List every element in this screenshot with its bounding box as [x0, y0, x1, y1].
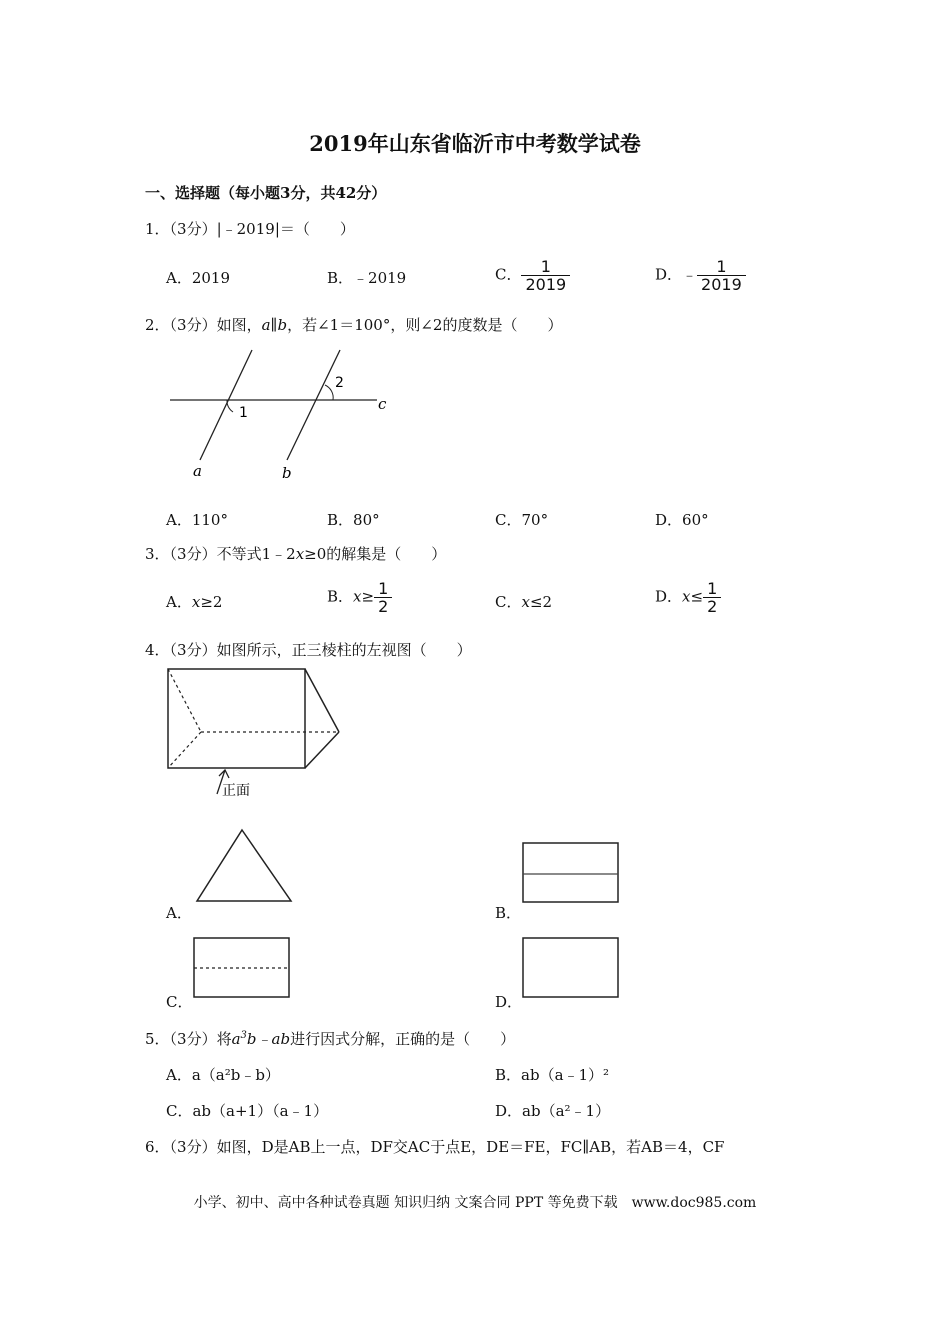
- option-d-rectangle-icon: [522, 937, 620, 999]
- q5-option-c: C．ab（a+1）（a﹣1）: [166, 1102, 329, 1120]
- q3-b-numerator: 1: [378, 579, 389, 598]
- q1-option-d-fraction: [697, 258, 746, 293]
- q3-option-c: [495, 591, 552, 612]
- parallel-lines-figure: [165, 345, 405, 485]
- line-a-label: a: [193, 462, 202, 480]
- q1-d-denominator: 2019: [701, 275, 742, 294]
- q3-b-fraction: [374, 580, 392, 615]
- page-footer: 小学、初中、高中各种试卷真题 知识归纳 文案合同 PPT 等免费下载 www.doc985.com: [193, 1195, 757, 1211]
- q1-option-b: B．﹣2019: [327, 269, 407, 287]
- q3-stem-part-a: 3．（3分）不等式1﹣2: [145, 545, 296, 563]
- q5-stem-suffix: 进行因式分解，正确的是（ ）: [290, 1030, 516, 1048]
- triangular-prism-figure: [165, 666, 345, 801]
- q4-option-d: D．: [495, 993, 523, 1011]
- q3-d-fraction: [703, 580, 721, 615]
- q2-var-a: a: [261, 316, 271, 334]
- q5-option-a: A．a（a²b﹣b）: [166, 1066, 280, 1084]
- q3-b-relation: ≥: [361, 587, 375, 606]
- q3-option-d: [655, 580, 721, 615]
- q2-var-b: b: [277, 316, 288, 334]
- question-5-stem: [145, 1028, 515, 1049]
- q5-expression: $a^3b﹣ab$: [231, 1030, 291, 1048]
- q5-option-d: D．ab（a²﹣1）: [495, 1102, 611, 1120]
- q1-c-numerator: 1: [540, 257, 551, 276]
- q3-option-a: [166, 591, 222, 612]
- question-4-stem: 4．（3分）如图所示，正三棱柱的左视图（ ）: [145, 641, 472, 659]
- q4-option-a: A．: [166, 904, 192, 922]
- q2-option-c: C．70°: [495, 511, 549, 529]
- q1-option-c: [495, 258, 570, 293]
- front-view-label: 正面: [222, 783, 250, 799]
- q1-option-d: [655, 258, 746, 293]
- angle-2-label: 2: [335, 375, 344, 391]
- q3-d-prefix: D．: [655, 587, 683, 606]
- option-c-rectangle-dashed-line-icon: [193, 937, 291, 999]
- q2-option-d: D．60°: [655, 511, 709, 529]
- q3-c-rest: ≤2: [529, 593, 553, 611]
- option-a-triangle-icon: [195, 828, 295, 904]
- q1-c-denominator: 2019: [525, 275, 567, 294]
- question-6-stem: 6．（3分）如图，D是AB上一点，DF交AC于点E，DE＝FE，FC∥AB，若AB＝4，CF: [145, 1138, 725, 1156]
- q2-option-b: B．80°: [327, 511, 380, 529]
- q3-b-var: x: [353, 587, 362, 606]
- q5-option-b: B．ab（a﹣1）²: [495, 1066, 610, 1084]
- q3-a-prefix: A．: [166, 593, 192, 611]
- line-b-label: b: [282, 464, 292, 482]
- q2-option-a: A．110°: [166, 511, 228, 529]
- section-heading: 一、选择题（每小题3分，共42分）: [145, 184, 387, 202]
- q3-option-b: [327, 580, 392, 615]
- q1-d-numerator: 1: [716, 257, 727, 276]
- q2-stem-part-b: ，若∠1＝100°，则∠2的度数是（ ）: [287, 316, 563, 334]
- q2-stem-part-a: 2．（3分）如图，: [145, 316, 262, 334]
- q3-c-prefix: C．: [495, 593, 522, 611]
- q1-option-d-sign: ﹣: [682, 265, 698, 284]
- page-title: 2019年山东省临沂市中考数学试卷: [309, 131, 641, 156]
- q1-option-c-prefix: C．: [495, 265, 522, 284]
- q2-parallel-sign: ∥: [270, 316, 278, 334]
- q3-stem-part-b: ≥0的解集是（ ）: [304, 545, 447, 563]
- question-3-stem: [145, 543, 446, 564]
- q1-option-c-fraction: [521, 258, 570, 293]
- q3-c-var: x: [521, 593, 530, 611]
- q1-option-a: A．2019: [166, 269, 231, 287]
- angle-1-label: 1: [239, 405, 248, 421]
- q3-a-rest: ≥2: [200, 593, 223, 611]
- option-b-rectangle-solid-line-icon: [522, 842, 620, 904]
- q3-d-relation: ≤: [690, 587, 704, 606]
- question-1-stem: 1．（3分）|﹣2019|＝（ ）: [145, 220, 355, 238]
- q3-d-numerator: 1: [707, 579, 718, 598]
- q5-stem-prefix: 5．（3分）将: [145, 1030, 232, 1048]
- q3-var-x: x: [295, 545, 305, 563]
- q3-b-prefix: B．: [327, 587, 354, 606]
- q3-d-denominator: 2: [707, 597, 718, 616]
- q3-b-denominator: 2: [378, 597, 389, 616]
- q4-option-b: B．: [495, 904, 522, 922]
- q4-option-c: C．: [166, 993, 193, 1011]
- q1-option-d-prefix: D．: [655, 265, 683, 284]
- q3-a-var: x: [191, 593, 201, 611]
- line-c-label: c: [378, 395, 387, 413]
- question-2-stem: [145, 314, 562, 335]
- q3-d-var: x: [682, 587, 691, 606]
